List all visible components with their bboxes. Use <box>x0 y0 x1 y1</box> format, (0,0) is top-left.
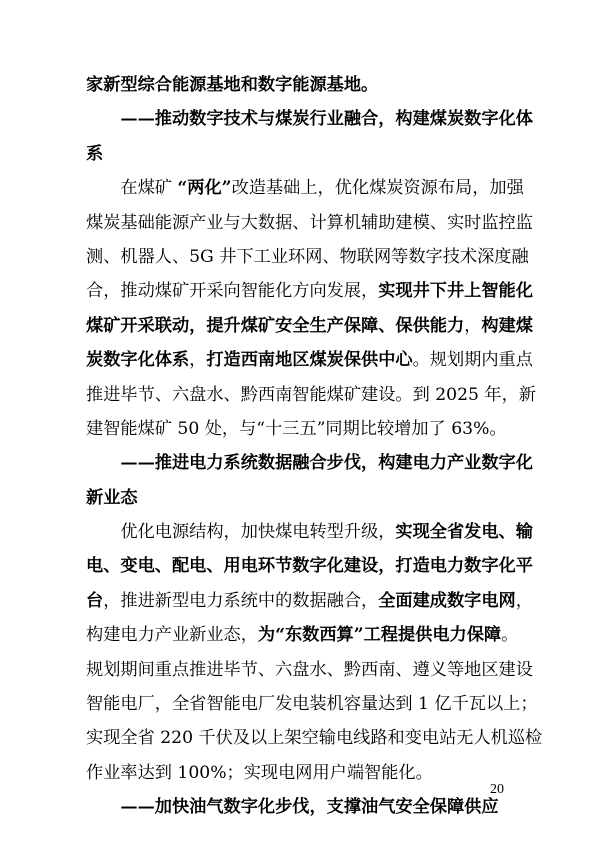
text-run: 在煤矿 <box>120 178 178 199</box>
text-run: 规划期间重点推进毕节、六盘水、黔西南、遵义等地区建设 <box>86 659 533 680</box>
text-run: 优化电源结构，加快煤电转型升级， <box>120 522 396 543</box>
text-run: 合，推动煤矿开采向智能化方向发展， <box>86 281 379 302</box>
section-heading-line <box>86 790 518 824</box>
text-line <box>86 756 518 790</box>
page-number: 20 <box>490 782 504 797</box>
bold-text: 全面建成数字电网 <box>378 590 516 611</box>
text-line <box>86 240 529 274</box>
body-text <box>86 68 543 825</box>
text-run: ，推进新型电力系统中的数据融合， <box>103 590 379 611</box>
bold-text: 系 <box>86 143 104 164</box>
text-line <box>86 68 518 102</box>
text-line <box>86 171 524 205</box>
text-run: 推进毕节、六盘水、黔西南智能煤矿建设。到 2025 年，新 <box>86 384 536 405</box>
text-line <box>86 206 533 240</box>
text-line <box>86 584 533 618</box>
bold-text: 炭数字化体系 <box>86 350 190 371</box>
text-line <box>86 687 538 721</box>
bold-text: “两化” <box>177 178 232 199</box>
text-run: ， <box>515 590 533 611</box>
text-line <box>86 549 533 583</box>
bold-text: 实现全省发电、输 <box>395 522 533 543</box>
bold-text: 打造西南地区煤炭保供中心 <box>206 350 413 371</box>
text-run: 。 <box>501 625 519 646</box>
text-line <box>86 515 533 549</box>
text-run: 作业率达到 100%；实现电网用户端智能化。 <box>86 762 433 783</box>
text-line <box>86 378 536 412</box>
bold-text: 家新型综合能源基地和数字能源基地。 <box>86 75 379 95</box>
text-run: 实现全省 220 千伏及以上架空输电线路和变电站无人机巡检 <box>86 728 543 749</box>
bold-text: ——推进电力系统数据融合步伐，构建电力产业数字化 <box>120 453 533 474</box>
bold-text: 实现井下井上智能化 <box>378 281 533 302</box>
text-run: ， <box>189 350 207 371</box>
text-run: 。规划期内重点 <box>412 350 533 371</box>
text-line <box>86 618 518 652</box>
text-run: 煤炭基础能源产业与大数据、计算机辅助建模、实时监控监 <box>86 212 533 233</box>
text-run: 测、机器人、5G 井下工业环网、物联网等数字技术深度融 <box>86 246 529 267</box>
text-line <box>86 721 543 755</box>
bold-text: ——推动数字技术与煤炭行业融合，构建煤炭数字化体 <box>120 109 533 130</box>
section-heading-line <box>86 446 533 480</box>
text-run: 构建电力产业新业态， <box>86 625 258 646</box>
bold-text: 电、变电、配电、用电环节数字化建设，打造电力数字化平 <box>86 556 533 577</box>
text-run: 建智能煤矿 50 处，与“十三五”同期比较增加了 63%。 <box>86 418 507 439</box>
bold-text: 煤矿开采联动，提升煤矿安全生产保障、保供能力 <box>86 315 465 336</box>
bold-text: 构建煤 <box>481 315 533 336</box>
text-line <box>86 274 533 308</box>
bold-text: 台 <box>86 590 104 611</box>
text-run: ， <box>464 315 482 336</box>
text-line <box>86 653 533 687</box>
text-run: 智能电厂，全省智能电厂发电装机容量达到 1 亿千瓦以上； <box>86 694 538 715</box>
bold-text: 为“东数西算”工程提供电力保障 <box>257 625 502 646</box>
text-line <box>86 481 518 515</box>
text-line <box>86 137 518 171</box>
bold-text: 新业态 <box>86 487 138 508</box>
text-run: 改造基础上，优化煤炭资源布局，加强 <box>231 178 524 199</box>
text-line <box>86 412 518 446</box>
bold-text: ——加快油气数字化步伐，支撑油气安全保障供应 <box>120 797 499 818</box>
section-heading-line <box>86 102 533 136</box>
text-line <box>86 343 533 377</box>
text-line <box>86 309 533 343</box>
